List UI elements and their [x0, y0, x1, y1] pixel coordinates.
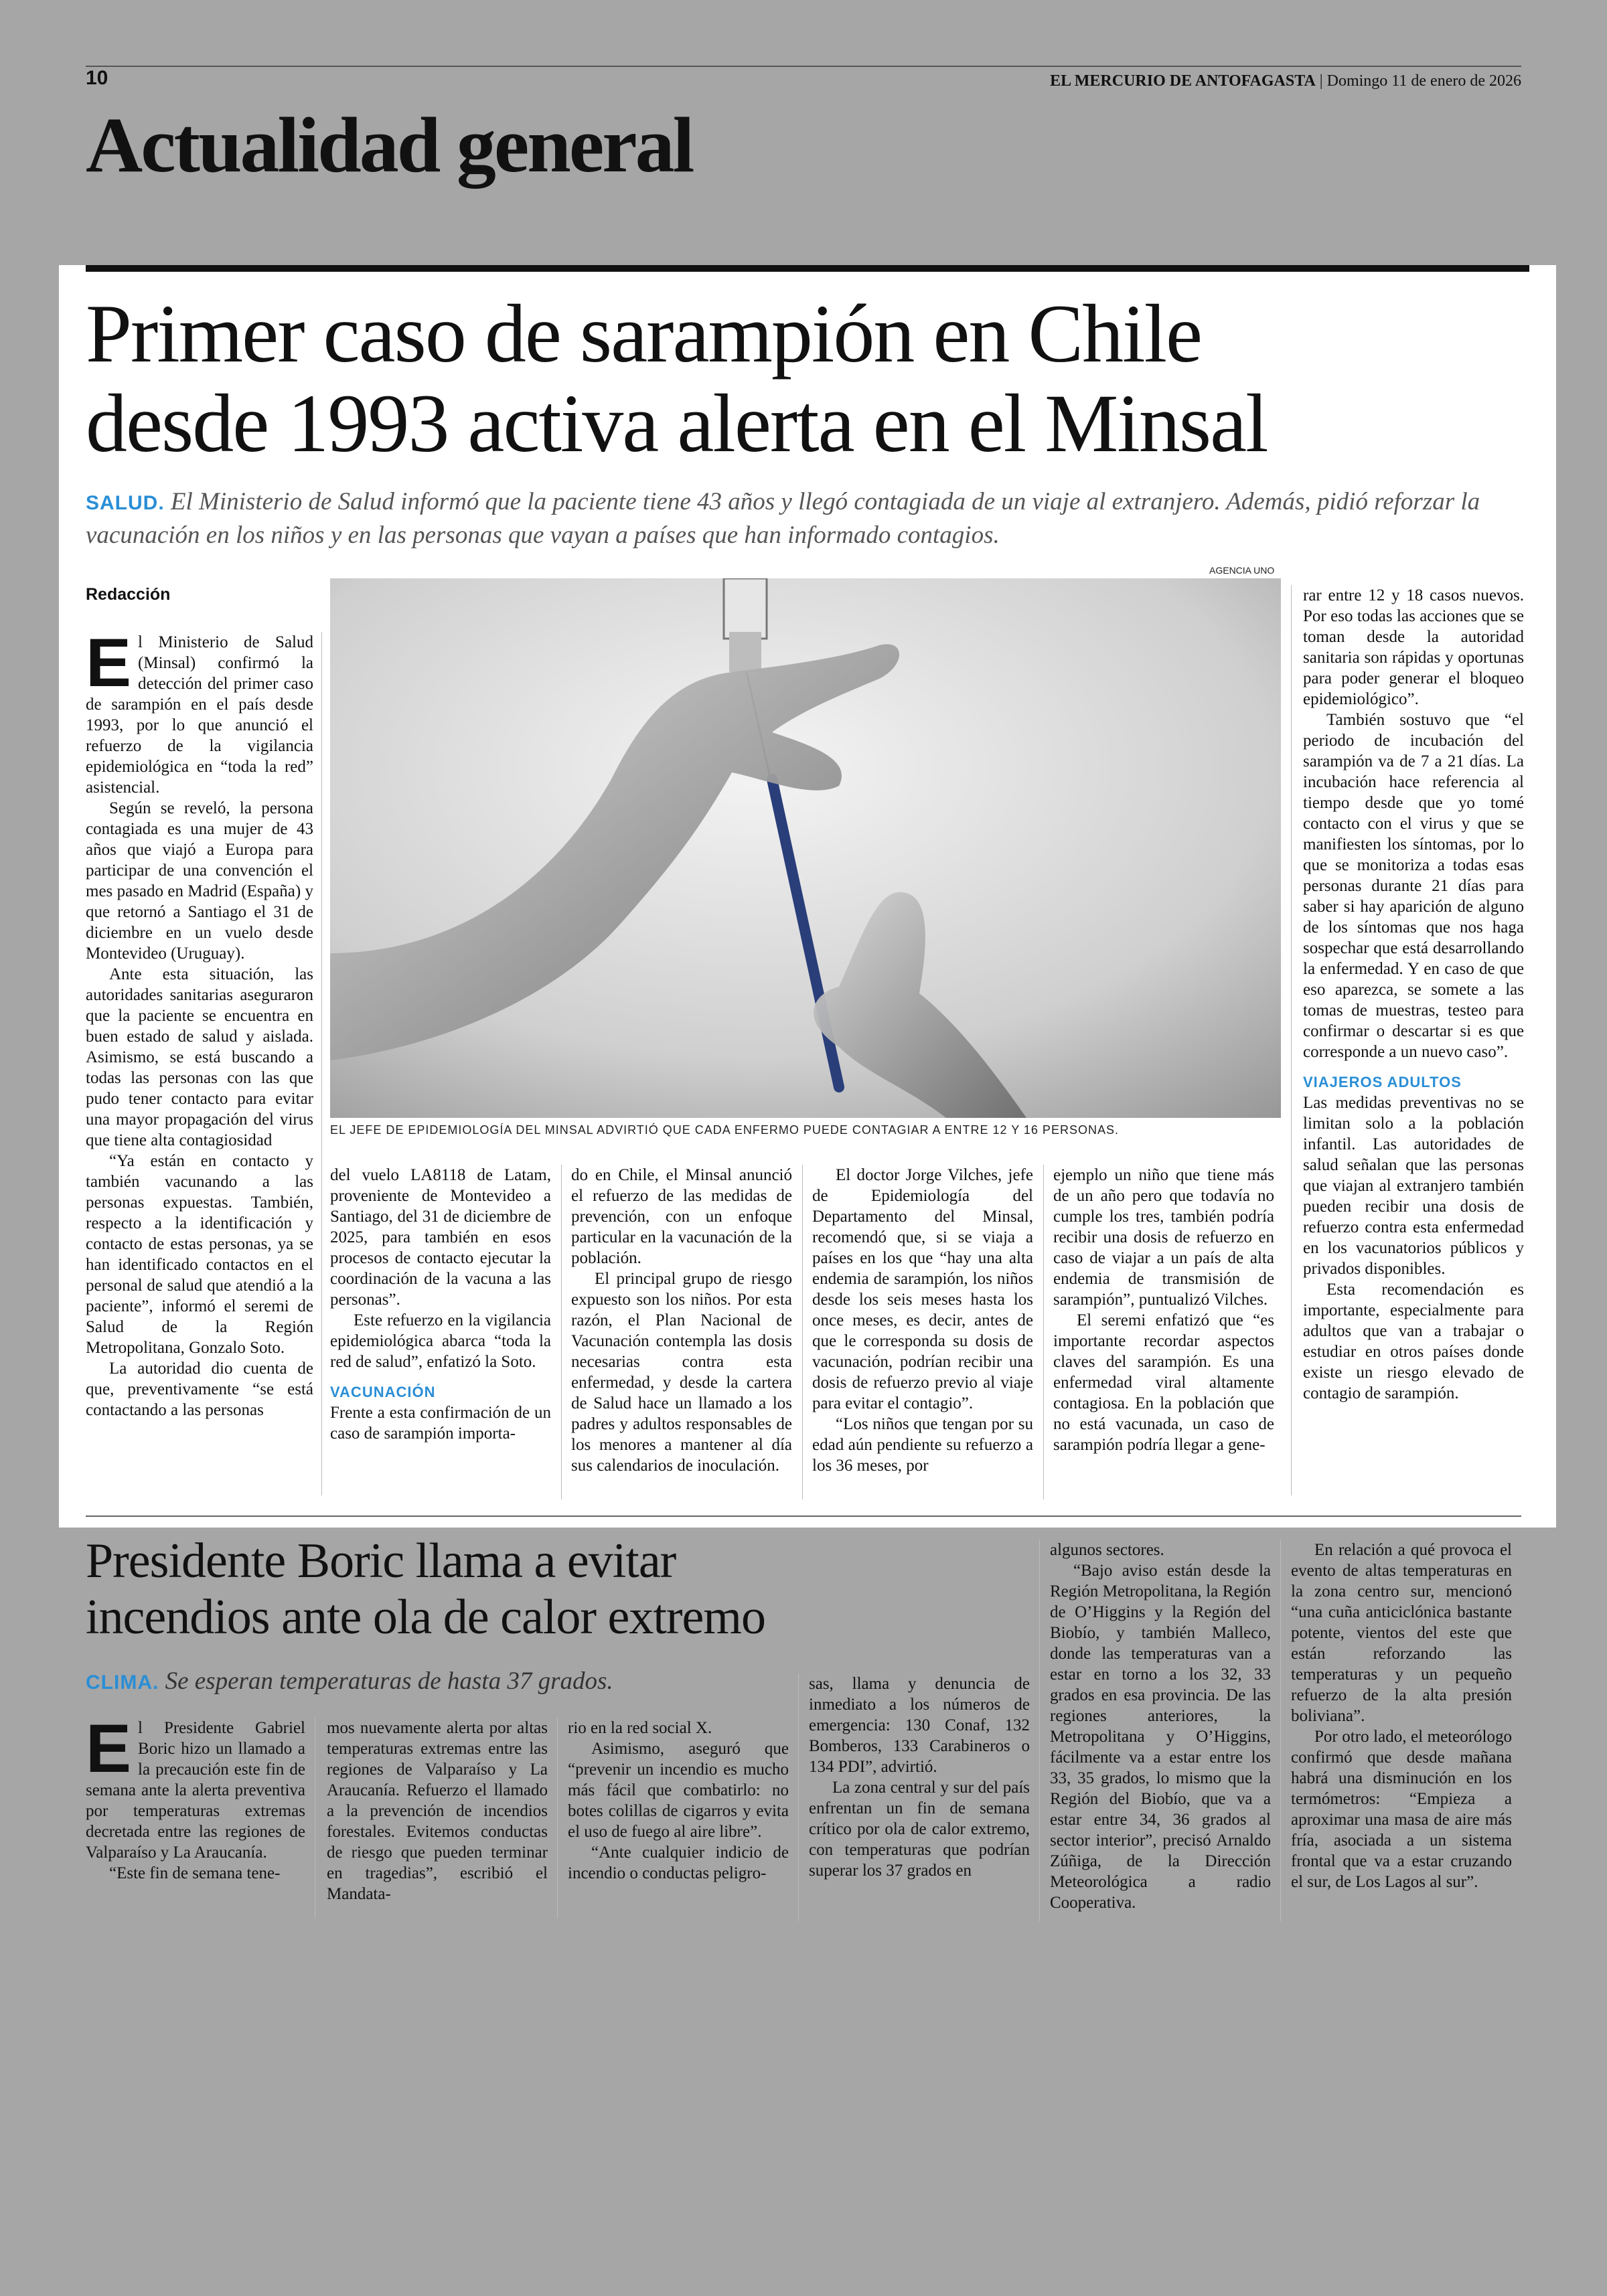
paragraph: “Este fin de semana tene- — [109, 1864, 281, 1882]
subhead-viajeros: VIAJEROS ADULTOS — [1303, 1074, 1462, 1090]
paragraph: mos nuevamente alerta por altas temperaturas extremas entre las regiones de Valparaíso y La Araucanía. Refuerzo el llamado a la prevención de incendios forestales. Evitemos conductas de riesgo que pueden terminar en tragedias”, escribió el Mandata- — [327, 1719, 548, 1903]
paragraph: Según se reveló, la persona contagiada es una mujer de 43 años que viajó a Europa para participar de una convención el mes pasado en Madrid (España) y que retornó a Santiago el 31 de diciembre en un vuelo desde Montevideo (Uruguay). — [86, 799, 313, 963]
story-top-rule — [86, 265, 1529, 272]
column-divider — [1291, 585, 1292, 1495]
column-divider — [557, 1718, 558, 1918]
paragraph: Las medidas preventivas no se limitan solo a la población infantil. Las autoridades de salud señalan que las personas que viajan al extranjero también pueden recibir una dosis de refuerzo contra esta enfermedad en los vacunatorios públicos y privados disponibles. — [1303, 1094, 1524, 1278]
paragraph: “Ya están en contacto y también vacunando a las personas expuestas. También, respecto a la identificación y contacto de estas personas, ya se han identificado contactos en el personal de salud que atendió a la paciente”, informó el seremi de Salud de la Región Metropolitana, Gonzalo Soto. — [86, 1152, 313, 1357]
subhead-vacunacion: VACUNACIÓN — [330, 1384, 436, 1400]
top-rule — [86, 66, 1521, 67]
paragraph: El doctor Jorge Vilches, jefe de Epidemiología del Departamento del Minsal, recomendó que, si se viaja a países en los que “hay una alta endemia de sarampión, los niños desde los seis meses hasta los once meses, es decir, antes de que le corresponda su dosis de vacunación, podrían recibir una dosis de refuerzo previo al viaje para evitar el contagio”. — [812, 1166, 1033, 1412]
paragraph: Esta recomendación es importante, especialmente para adultos que van a trabajar o estudiar en otros países donde existe un riesgo elevado de contagio de sarampión. — [1303, 1281, 1524, 1402]
paragraph: El seremi enfatizó que “es importante recordar aspectos claves del sarampión. Es una enfermedad viral altamente contagiosa. En la población que no está vacunada, un caso de sarampión podría llegar a gene- — [1053, 1311, 1274, 1454]
column-divider — [1280, 1540, 1281, 1921]
headline-line-2: incendios ante ola de calor extremo — [86, 1590, 765, 1645]
column-1 — [86, 625, 313, 1420]
paragraph: sas, llama y denuncia de inmediato a los números de emergencia: 130 Conaf, 132 Bomberos, 133 Carabineros o 134 PDI”, advirtió. — [809, 1675, 1030, 1776]
column-divider — [802, 1165, 803, 1499]
paragraph: “Ante cualquier indicio de incendio o conductas peligro- — [568, 1843, 789, 1882]
paragraph: Asimismo, aseguró que “prevenir un incendio es mucho más fácil que combatirlo: no botes colillas de cigarros y evita el uso de fuego al aire libre”. — [568, 1740, 789, 1841]
paragraph: Este refuerzo en la vigilancia epidemiológica abarca “toda la red de salud”, enfatizó la Soto. — [330, 1311, 551, 1371]
headline-line-1: Primer caso de sarampión en Chile — [86, 288, 1202, 380]
s2-column-3 — [568, 1718, 789, 1884]
paragraph: ejemplo un niño que tiene más de un año pero que todavía no cumple los tres, también podría recibir una dosis de refuerzo en caso de viajar a un país de alta endemia de transmisión de sarampión”, puntualizó Vilches. — [1053, 1166, 1274, 1309]
byline: Redacción — [86, 585, 171, 604]
page-number: 10 — [86, 67, 108, 89]
section-title: Actualidad general — [86, 101, 693, 189]
s2-column-5 — [1050, 1540, 1271, 1913]
vial — [724, 578, 767, 639]
drop-cap: E — [86, 625, 132, 701]
s2-column-2 — [327, 1718, 548, 1904]
paragraph: del vuelo LA8118 de Latam, proveniente de Montevideo a Santiago, del 31 de diciembre de 2025, para también en esos procesos de contacto ejecutar la coordinación de la vacuna a las personas”. — [330, 1166, 551, 1309]
headline-boric — [86, 1533, 822, 1645]
column-3 — [571, 1165, 792, 1476]
paragraph: El Presidente Gabriel Boric hizo un llamado a la precaución este fin de semana ante la alerta preventiva por temperaturas extremas decretada entre las regiones de Valparaíso y La Araucanía. — [86, 1710, 305, 1862]
paragraph: El Ministerio de Salud (Minsal) confirmó la detección del primer caso de sarampión en el país desde 1993, por lo que anunció el refuerzo de la vigilancia epidemiológica en “toda la red” asistencial. — [86, 625, 313, 797]
paragraph: El principal grupo de riesgo expuesto son los niños. Por esta razón, el Plan Nacional de Vacunación contempla las dosis necesarias contra esta enfermedad, y desde la cartera de Salud hace un llamado a los padres y adultos responsables de los menores a mantener al día sus calendarios de inoculación. — [571, 1270, 792, 1475]
kicker-clima: CLIMA. — [86, 1671, 159, 1694]
paragraph: do en Chile, el Minsal anunció el refuerzo de las medidas de prevención, con un enfoque particular en la vacunación de la población. — [571, 1166, 792, 1267]
column-divider — [561, 1165, 562, 1499]
headline-line-1: Presidente Boric llama a evitar — [86, 1534, 676, 1588]
issue-date: Domingo 11 de enero de 2026 — [1326, 72, 1521, 90]
paragraph: Por otro lado, el meteorólogo confirmó que desde mañana habrá una disminución en los termómetros: “Empieza a aproximar una masa de aire más fría, asociada a un sistema frontal que va a estar cruzando el sur, de Los Lagos al sur”. — [1291, 1728, 1512, 1891]
paragraph: rar entre 12 y 18 casos nuevos. Por eso todas las acciones que se toman desde la autoridad sanitaria son rápidas y oportunas para poder generar el bloqueo epidemiológico”. — [1303, 586, 1524, 708]
column-divider — [321, 632, 322, 1495]
kicker-salud: SALUD. — [86, 492, 165, 514]
column-divider — [1043, 1165, 1044, 1499]
paragraph: rio en la red social X. — [568, 1719, 712, 1737]
paragraph: “Bajo aviso están desde la Región Metropolitana, la Región de O’Higgins y la Región del Biobío, y también Malleco, donde las temperaturas van a estar en torno a los 32, 33 grados en esa provincia. De las regiones anteriores, la Metropolitana y O’Higgins, fácilmente va a estar entre los 33, 35 grados, lo mismo que la Región del Biobío, que va a estar entre 34, 36 grados al sector interior”, precisó Arnaldo Zúñiga, de la Dirección Meteorológica a radio Cooperativa. — [1050, 1562, 1271, 1912]
paragraph: Ante esta situación, las autoridades sanitarias aseguraron que la paciente se encuentra en buen estado de salud y aislada. Asimismo, se está buscando a todas las personas con las que pudo tener contacto para evitar una mayor propagación del virus que tiene alta contagiosidad — [86, 965, 313, 1149]
photo-credit: AGENCIA UNO — [1209, 565, 1275, 576]
s2-column-4 — [809, 1673, 1030, 1881]
lead-text: Se esperan temperaturas de hasta 37 grados. — [165, 1667, 613, 1695]
column-divider — [798, 1673, 799, 1921]
story-measles — [59, 265, 1556, 1528]
headline-line-2: desde 1993 activa alerta en el Minsal — [86, 378, 1268, 469]
column-divider — [1039, 1540, 1040, 1921]
s2-column-6 — [1291, 1540, 1512, 1892]
column-2 — [330, 1165, 551, 1444]
lead-text: El Ministerio de Salud informó que la paciente tiene 43 años y llegó contagiada de un viaje al extranjero. Además, pidió reforzar la vacunación en los niños y en las personas que vayan a países que han informado contagios. — [86, 488, 1480, 549]
vaccine-photo — [330, 578, 1281, 1118]
paragraph: “Los niños que tengan por su edad aún pendiente su refuerzo a los 36 meses, por — [812, 1415, 1033, 1475]
publication-name: EL MERCURIO DE ANTOFAGASTA — [1050, 72, 1316, 90]
story-separator — [86, 1515, 1521, 1517]
column-4 — [812, 1165, 1033, 1476]
headline-measles — [86, 289, 1529, 469]
column-6 — [1303, 585, 1524, 1404]
lead-measles — [86, 486, 1529, 552]
lead-boric — [86, 1667, 822, 1696]
paragraph: En relación a qué provoca el evento de altas temperaturas en la zona centro sur, mencionó “una cuña anticiclónica bastante potente, vientos del este que están reforzando las temperaturas y un pequeño refuerzo de la alta presión boliviana”. — [1291, 1541, 1512, 1725]
column-5 — [1053, 1165, 1274, 1455]
paragraph: La autoridad dio cuenta de que, preventivamente “se está contactando a las personas — [86, 1360, 313, 1419]
paragraph: Frente a esta confirmación de un caso de sarampión importa- — [330, 1404, 551, 1443]
s2-column-1 — [86, 1710, 305, 1884]
publication-info: EL MERCURIO DE ANTOFAGASTA | Domingo 11 de enero de 2026 — [1050, 72, 1521, 90]
drop-cap: E — [86, 1710, 132, 1787]
paragraph: La zona central y sur del país enfrentan un fin de semana crítico por ola de calor extremo, con temperaturas que podrían superar los 37 grados en — [809, 1779, 1030, 1880]
paragraph: algunos sectores. — [1050, 1541, 1164, 1559]
photo-caption: EL JEFE DE EPIDEMIOLOGÍA DEL MINSAL ADVIRTIÓ QUE CADA ENFERMO PUEDE CONTAGIAR A ENTRE 12 Y 16 PERSONAS. — [330, 1123, 1119, 1137]
paragraph: También sostuvo que “el periodo de incubación del sarampión va de 7 a 21 días. La incubación hace referencia al tiempo desde que yo tomé contacto con el virus y que se manifiesten los síntomas, por lo que se monitoriza a todas esas personas durante 21 días para saber si hay aparición de alguno de los síntomas que nos haga sospechar que está desarrollando la enfermedad. Y en caso de que eso aparezca, se somete a las tomas de muestras, testeo para confirmar o descartar si es que corresponde a un nuevo caso”. — [1303, 711, 1524, 1061]
